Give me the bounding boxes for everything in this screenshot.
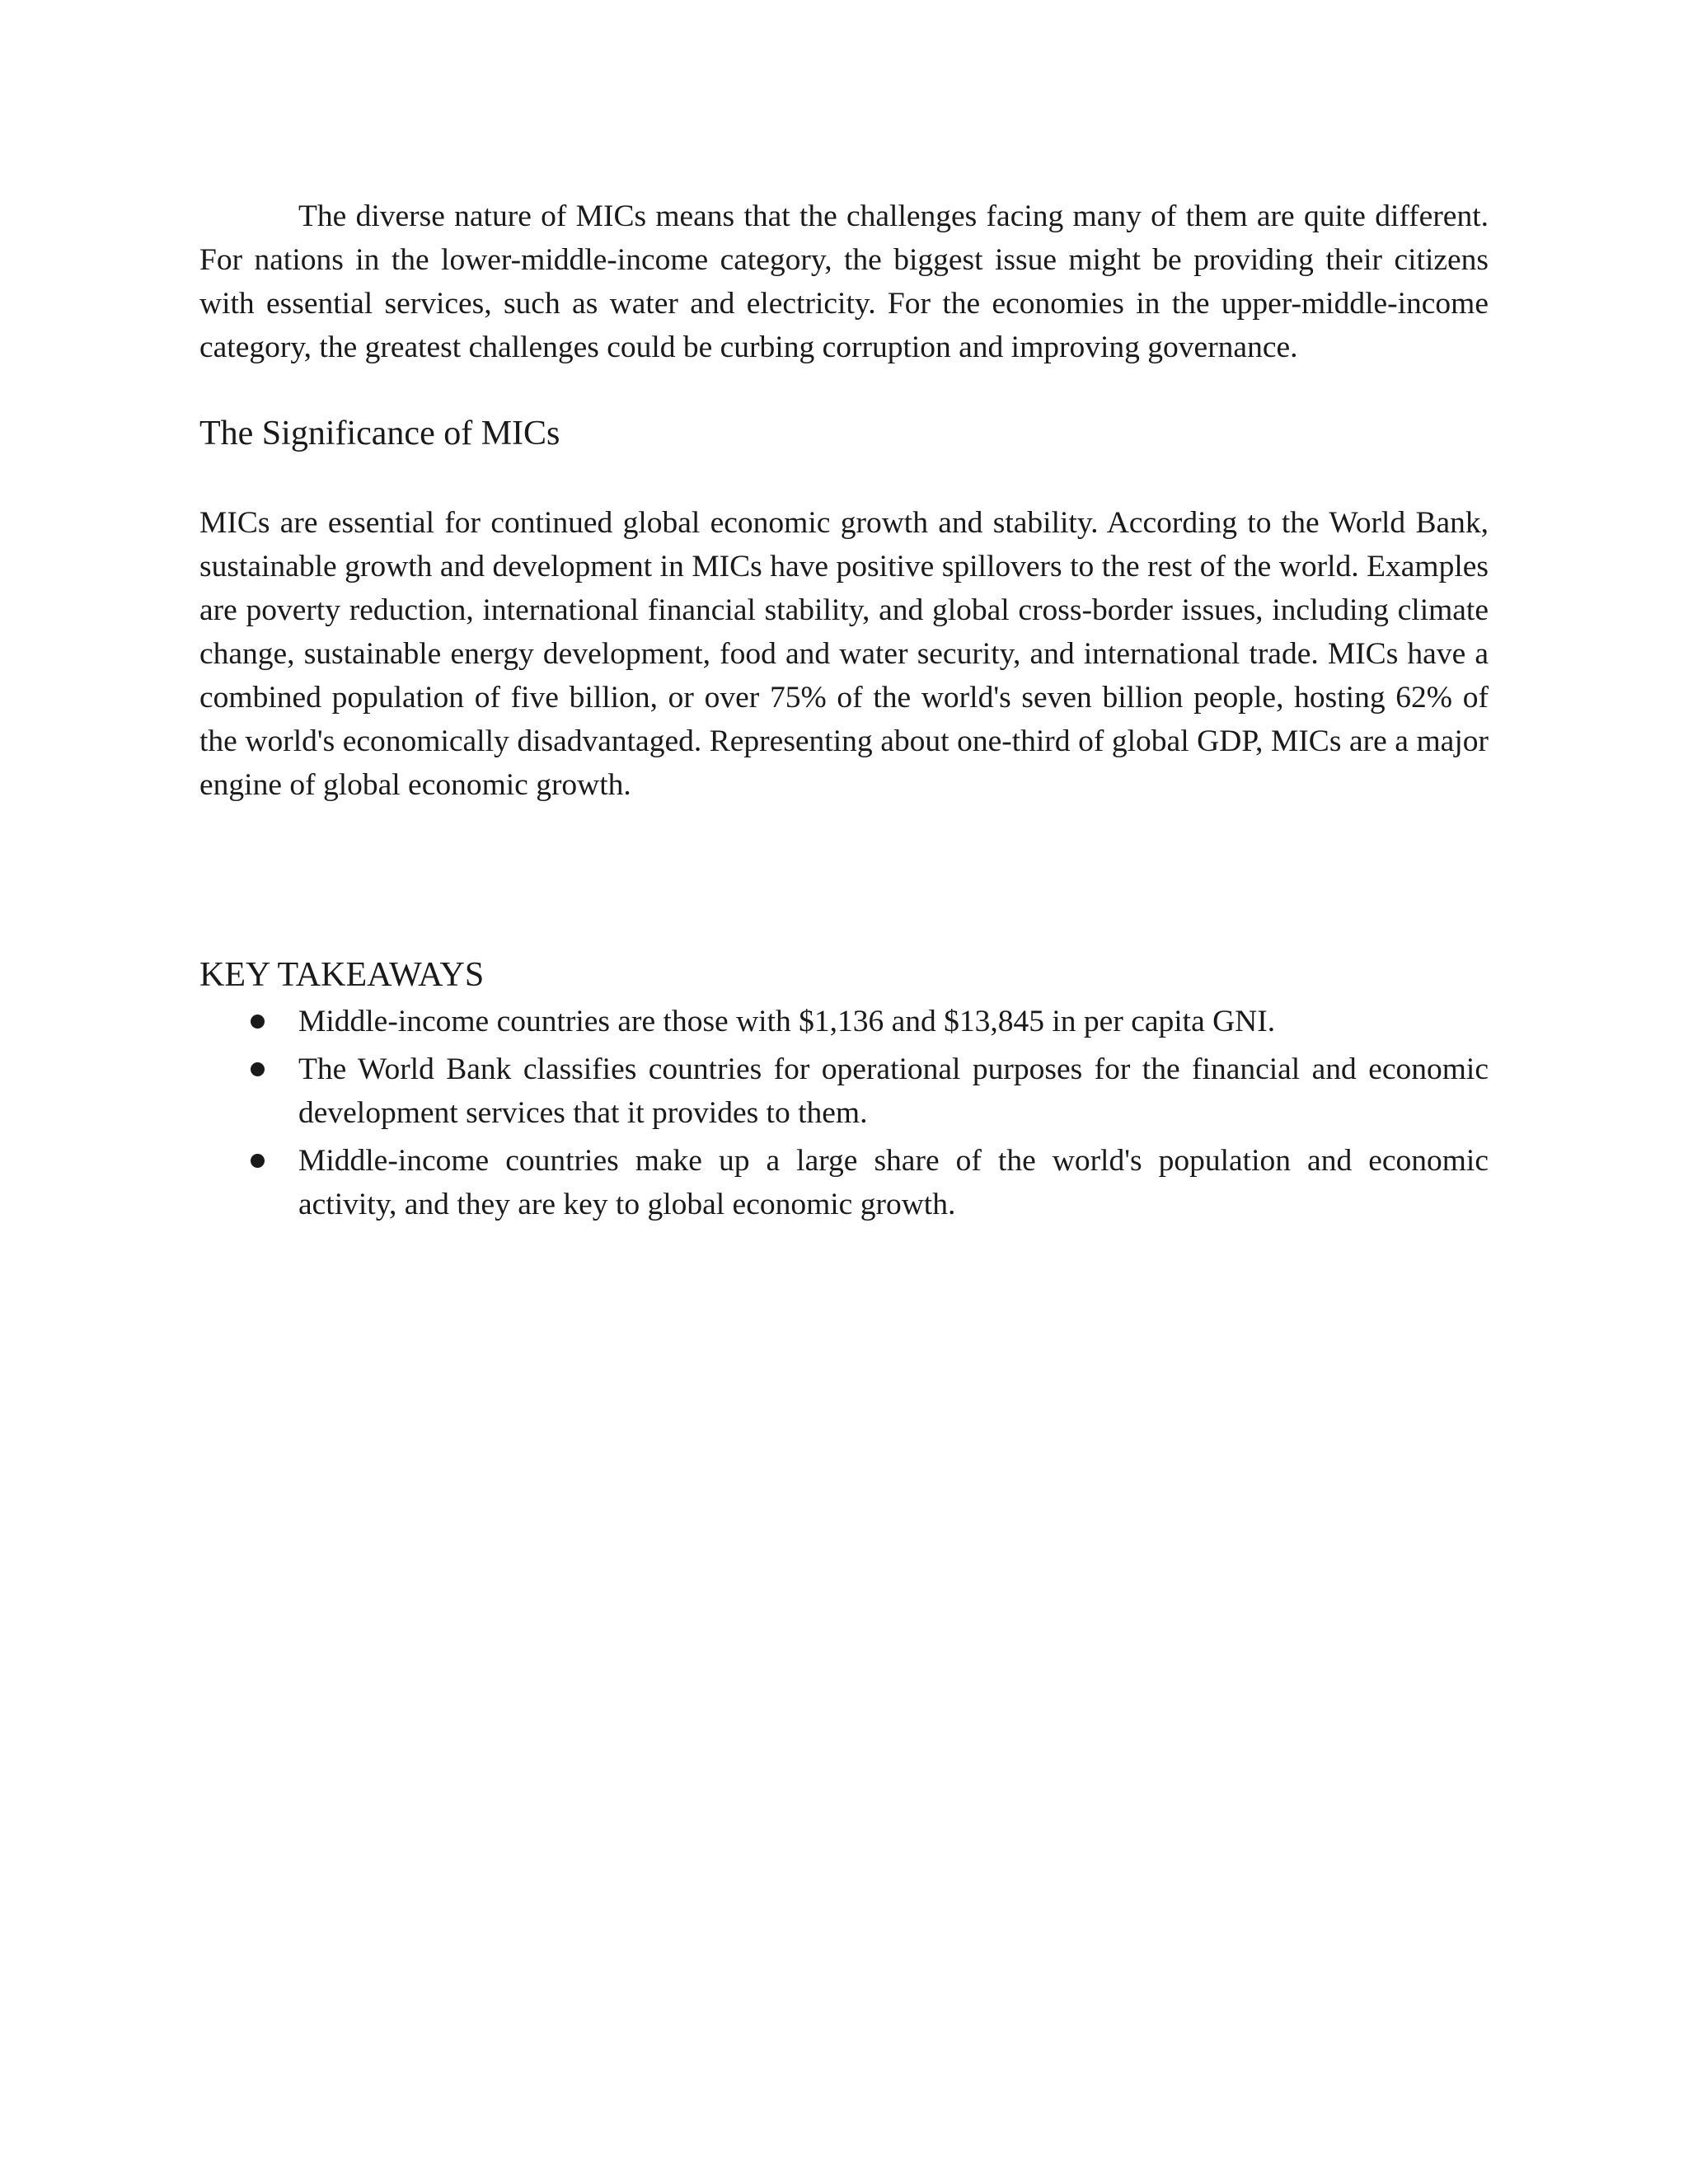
list-item (199, 1047, 1489, 1135)
intro-paragraph: The diverse nature of MICs means that the challenges facing many of them are quite different. For nations in the lower-middle-income category, the biggest issue might be providing their citizens with essential services, such as water and electricity. For the economies in the upper-middle-income category, the greatest challenges could be curbing corruption and improving governance. (199, 199, 1489, 364)
document-page (199, 194, 1489, 1226)
significance-heading: The Significance of MICs (199, 415, 560, 452)
key-takeaways-heading: KEY TAKEAWAYS (199, 956, 485, 994)
list-item (199, 1000, 1489, 1043)
key-takeaways-list (199, 1000, 1489, 1226)
list-item-text: The World Bank classifies countries for operational purposes for the financial and economic development services that it provides to them. (298, 1052, 1489, 1130)
list-item-text: Middle-income countries are those with $1,136 and $13,845 in per capita GNI. (298, 1005, 1276, 1038)
list-item-text: Middle-income countries make up a large share of the world's population and economic activity, and they are key to global economic growth. (298, 1144, 1489, 1221)
bullet-icon (251, 1015, 265, 1029)
list-item (199, 1139, 1489, 1226)
bullet-icon (251, 1062, 265, 1076)
significance-paragraph: MICs are essential for continued global economic growth and stability. According to the World Bank, sustainable growth and development in MICs have positive spillovers to the rest of the world. Examples are poverty reduction, international financial stability, and global cross-border issues, including climate change, sustainable energy development, food and water security, and international trade. MICs have a combined population of five billion, or over 75% of the world's seven billion people, hosting 62% of the world's economically disadvantaged. Representing about one-third of global GDP, MICs are a major engine of global economic growth. (199, 506, 1489, 802)
bullet-icon (251, 1154, 265, 1168)
